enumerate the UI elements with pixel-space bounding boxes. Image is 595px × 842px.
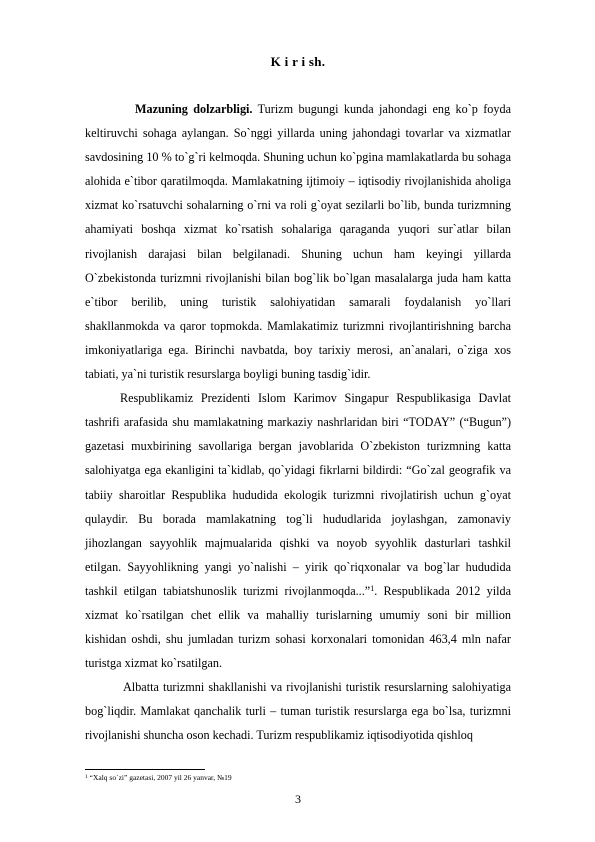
paragraph-text: . Respublikada 2012 yilda xizmat ko`rsatilgan chet ellik va mahalliy turislarning umumiy soni bir million kishidan oshdi, shu jumladan turizm sohasi korxonalari tomonidan 463,4 mln nafar turistga xizmat ko`rsatilgan.: [85, 583, 511, 671]
paragraph-lead: Mazuning dolzarbligi.: [135, 102, 253, 116]
footnote-divider: [85, 769, 205, 770]
section-heading: K i r i sh.: [270, 54, 326, 69]
footnote-text: “Xalq so`zi” gazetasi, 2007 yil 26 yanvar, №19: [87, 773, 232, 782]
paragraph-text: Turizm bugungi kunda jahondagi eng ko`p foyda keltiruvchi sohaga aylangan. So`nggi yillarda uning jahondagi tovarlar va xizmatlar savdosining 10 % to`g`ri kelmoqda. Shuning uchun ko`pgina mamlakatlarda bu sohaga alohida e`tibor qaratilmoqda. Mamlakatning ijtimoiy – iqtisodiy rivojlanishida aholiga xizmat ko`rsatuvchi sohalarning o`rni va roli g`oyat sezilarli bo`lib, bunda turizmning ahamiyati boshqa xizmat ko`rsatish sohalariga qaraganda yuqori sur`atlar bilan rivojlanish darajasi bilan belgilanadi. Shuning uchun ham keyingi yillarda O`zbekistonda turizmni rivojlanishi bilan bog`lik bo`lgan masalalarga juda ham katta e`tibor berilib, uning turistik salohiyatidan samarali foydalanish yo`llari shakllanmokda va qaror topmokda. Mamlakatimiz turizmni rivojlantirishning barcha imkoniyatlariga ega. Birinchi navbatda, boy tarixiy merosi, an`analari, o`ziga xos tabiati, ya`ni turistik resurslarga boyligi buning tasdig`idir.: [85, 102, 512, 382]
paragraph-resources: Albatta turizmni shakllanishi va rivojlanishi turistik resurslarning salohiyatiga bog`liqdir. Mamlakat qanchalik turli – tuman turistik resurslarga ega bo`lsa, turizmni rivojlanishi shuncha oson kechadi. Turizm respublikamiz iqtisodiyotida qishloq: [85, 680, 511, 743]
footnote-mark: 1: [85, 774, 88, 780]
footnote-reference[interactable]: 1: [370, 583, 375, 593]
page-number: 3: [295, 792, 301, 806]
footnote: [85, 773, 232, 783]
paragraph-president-quote: [85, 386, 511, 675]
body-text: [85, 97, 511, 748]
paragraph-relevance: [85, 97, 511, 386]
paragraph-text: Respublikamiz Prezidenti Islom Karimov Singapur Respublikasiga Davlat tashrifi arafasida shu mamlakatning markaziy nashrlaridan biri “TODAY” (“Bugun”) gazetasi muxbirining savollariga bergan javoblarida O`zbekiston turizmning katta salohiyatga ega ekanligini ta`kidlab, qo`yidagi fikrlarni bildirdi: “Go`zal geografik va tabiiy sharoitlar Respublika hududida ekologik turizmni rivojlatirish uchun g`oyat qulaydir. Bu borada mamlakatning tog`li hududlarida joylashgan, zamonaviy jihozlangan sayyohlik majmualarida qishki va noyob syyohlik dasturlari tashkil etilgan. Sayyohlikning yangi yo`nalishi – yirik qo`riqxonalar va bog`lar hududida tashkil etilgan tabiatshunoslik turizmi rivojlanmoqda...”: [85, 391, 511, 598]
